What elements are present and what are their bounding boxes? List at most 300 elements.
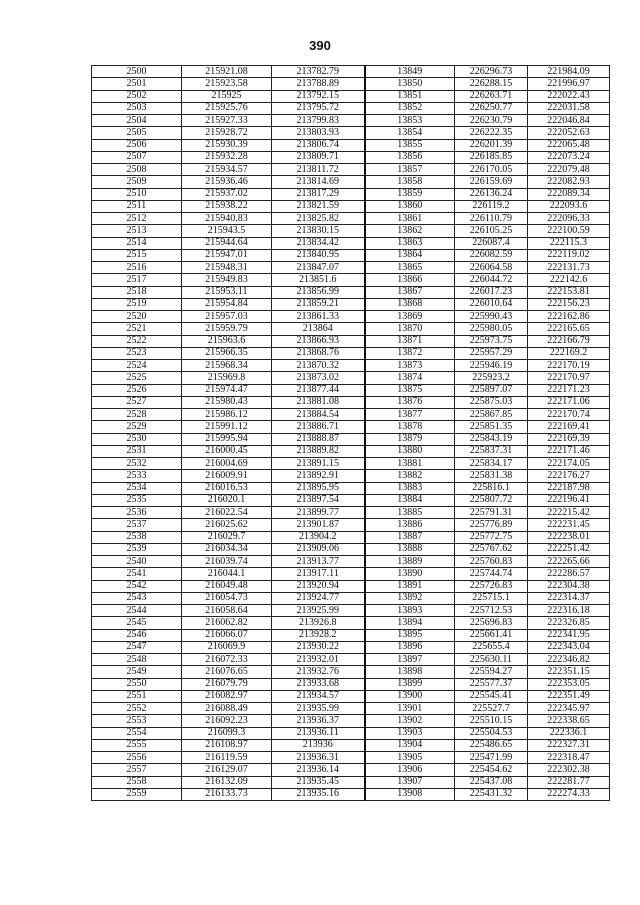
page-number: 390 [309,38,331,53]
table-row [92,470,610,482]
x-coordinate-right: 225504.53 [455,727,528,739]
x-coordinate-left: 216076.65 [182,666,272,678]
y-coordinate-left: 213932.76 [272,666,365,678]
table-row [92,421,610,433]
y-coordinate-right: 222031.58 [528,102,610,114]
y-coordinate-left: 213840.95 [272,249,365,261]
x-coordinate-left: 215921.08 [182,66,272,78]
point-number-left: 2522 [92,335,182,347]
x-coordinate-right: 225831.38 [455,470,528,482]
y-coordinate-left: 213861.33 [272,311,365,323]
y-coordinate-right: 222336.1 [528,727,610,739]
x-coordinate-left: 216129.07 [182,764,272,776]
point-number-right: 13870 [365,323,455,335]
point-number-right: 13903 [365,727,455,739]
coordinates-table [91,65,610,801]
point-number-right: 13873 [365,360,455,372]
y-coordinate-left: 213936.31 [272,752,365,764]
y-coordinate-left: 213817.29 [272,188,365,200]
y-coordinate-right: 222046.84 [528,115,610,127]
y-coordinate-right: 221996.97 [528,78,610,90]
point-number-left: 2534 [92,482,182,494]
table-row [92,115,610,127]
y-coordinate-right: 222073.24 [528,151,610,163]
point-number-right: 13859 [365,188,455,200]
point-number-right: 13882 [365,470,455,482]
point-number-right: 13893 [365,605,455,617]
table-row [92,213,610,225]
point-number-right: 13879 [365,433,455,445]
y-coordinate-left: 213934.57 [272,690,365,702]
point-number-left: 2500 [92,66,182,78]
x-coordinate-left: 215927.33 [182,115,272,127]
x-coordinate-right: 226185.85 [455,151,528,163]
x-coordinate-left: 215943.5 [182,225,272,237]
point-number-right: 13878 [365,421,455,433]
y-coordinate-right: 222281.77 [528,776,610,788]
table-row [92,372,610,384]
x-coordinate-right: 226087.4 [455,237,528,249]
x-coordinate-left: 215949.83 [182,274,272,286]
point-number-right: 13896 [365,641,455,653]
point-number-right: 13886 [365,519,455,531]
point-number-left: 2531 [92,445,182,457]
x-coordinate-left: 215953.11 [182,286,272,298]
point-number-left: 2550 [92,678,182,690]
point-number-right: 13889 [365,556,455,568]
x-coordinate-right: 225454.62 [455,764,528,776]
point-number-right: 13866 [365,274,455,286]
y-coordinate-right: 222089.34 [528,188,610,200]
y-coordinate-right: 222341.95 [528,629,610,641]
y-coordinate-right: 222169.41 [528,421,610,433]
point-number-right: 13863 [365,237,455,249]
y-coordinate-left: 213884.54 [272,409,365,421]
y-coordinate-left: 213935.45 [272,776,365,788]
point-number-left: 2543 [92,592,182,604]
table-row [92,237,610,249]
table-row [92,556,610,568]
table-row [92,433,610,445]
x-coordinate-left: 216062.82 [182,617,272,629]
table-row [92,445,610,457]
table-row [92,164,610,176]
y-coordinate-right: 222176.27 [528,470,610,482]
point-number-right: 13852 [365,102,455,114]
point-number-right: 13881 [365,458,455,470]
x-coordinate-right: 226136.24 [455,188,528,200]
x-coordinate-left: 215959.79 [182,323,272,335]
table-row [92,703,610,715]
y-coordinate-left: 213920.94 [272,580,365,592]
table-row [92,690,610,702]
point-number-left: 2540 [92,556,182,568]
y-coordinate-right: 222166.79 [528,335,610,347]
y-coordinate-right: 222314.37 [528,592,610,604]
x-coordinate-left: 216000.45 [182,445,272,457]
x-coordinate-left: 215936.46 [182,176,272,188]
y-coordinate-left: 213799.83 [272,115,365,127]
x-coordinate-left: 215944.64 [182,237,272,249]
point-number-left: 2515 [92,249,182,261]
point-number-left: 2554 [92,727,182,739]
point-number-left: 2504 [92,115,182,127]
point-number-right: 13904 [365,739,455,751]
x-coordinate-left: 215938.22 [182,200,272,212]
point-number-right: 13864 [365,249,455,261]
x-coordinate-right: 225744.74 [455,568,528,580]
x-coordinate-right: 225661.41 [455,629,528,641]
point-number-right: 13860 [365,200,455,212]
point-number-left: 2545 [92,617,182,629]
y-coordinate-left: 213814.69 [272,176,365,188]
x-coordinate-left: 215948.31 [182,262,272,274]
x-coordinate-right: 226201.39 [455,139,528,151]
y-coordinate-left: 213806.74 [272,139,365,151]
x-coordinate-left: 216119.59 [182,752,272,764]
y-coordinate-right: 222170.97 [528,372,610,384]
y-coordinate-right: 222100.59 [528,225,610,237]
y-coordinate-right: 222079.48 [528,164,610,176]
x-coordinate-left: 216133.73 [182,788,272,800]
x-coordinate-left: 215934.57 [182,164,272,176]
y-coordinate-right: 222353.05 [528,678,610,690]
y-coordinate-right: 222119.02 [528,249,610,261]
y-coordinate-right: 222171.46 [528,445,610,457]
point-number-right: 13858 [365,176,455,188]
y-coordinate-right: 222171.23 [528,384,610,396]
point-number-left: 2538 [92,531,182,543]
point-number-right: 13887 [365,531,455,543]
y-coordinate-right: 222082.93 [528,176,610,188]
y-coordinate-left: 213897.54 [272,494,365,506]
y-coordinate-right: 222153.81 [528,286,610,298]
point-number-right: 13877 [365,409,455,421]
point-number-right: 13861 [365,213,455,225]
x-coordinate-right: 225776.89 [455,519,528,531]
point-number-right: 13897 [365,654,455,666]
y-coordinate-right: 222351.15 [528,666,610,678]
y-coordinate-left: 213834.42 [272,237,365,249]
x-coordinate-left: 216066.07 [182,629,272,641]
y-coordinate-left: 213888.87 [272,433,365,445]
y-coordinate-right: 222215.42 [528,507,610,519]
x-coordinate-right: 226064.58 [455,262,528,274]
table-row [92,605,610,617]
x-coordinate-right: 226044.72 [455,274,528,286]
y-coordinate-right: 222169.39 [528,433,610,445]
x-coordinate-left: 215928.72 [182,127,272,139]
x-coordinate-left: 215957.03 [182,311,272,323]
x-coordinate-left: 216099.3 [182,727,272,739]
point-number-left: 2541 [92,568,182,580]
point-number-right: 13894 [365,617,455,629]
y-coordinate-right: 222326.85 [528,617,610,629]
point-number-left: 2521 [92,323,182,335]
y-coordinate-right: 222265.66 [528,556,610,568]
y-coordinate-right: 222238.01 [528,531,610,543]
point-number-left: 2503 [92,102,182,114]
y-coordinate-right: 222316.18 [528,605,610,617]
x-coordinate-left: 216092.23 [182,715,272,727]
y-coordinate-right: 222251.42 [528,543,610,555]
y-coordinate-left: 213895.95 [272,482,365,494]
point-number-left: 2532 [92,458,182,470]
y-coordinate-left: 213917.11 [272,568,365,580]
y-coordinate-left: 213788.89 [272,78,365,90]
point-number-right: 13895 [365,629,455,641]
x-coordinate-right: 225726.83 [455,580,528,592]
table-row [92,188,610,200]
point-number-right: 13905 [365,752,455,764]
y-coordinate-left: 213830.15 [272,225,365,237]
table-row [92,531,610,543]
point-number-left: 2526 [92,384,182,396]
x-coordinate-right: 226250.77 [455,102,528,114]
point-number-right: 13890 [365,568,455,580]
x-coordinate-right: 226263.71 [455,90,528,102]
y-coordinate-left: 213825.82 [272,213,365,225]
x-coordinate-left: 215925 [182,90,272,102]
point-number-left: 2525 [92,372,182,384]
point-number-left: 2506 [92,139,182,151]
y-coordinate-left: 213821.59 [272,200,365,212]
point-number-left: 2529 [92,421,182,433]
x-coordinate-left: 216108.97 [182,739,272,751]
table-row [92,739,610,751]
y-coordinate-left: 213901.87 [272,519,365,531]
table-row [92,384,610,396]
x-coordinate-left: 215925.76 [182,102,272,114]
table-row [92,764,610,776]
point-number-left: 2555 [92,739,182,751]
x-coordinate-right: 225715.1 [455,592,528,604]
point-number-left: 2513 [92,225,182,237]
x-coordinate-left: 215995.94 [182,433,272,445]
y-coordinate-right: 222096.33 [528,213,610,225]
x-coordinate-right: 225990.43 [455,311,528,323]
point-number-left: 2535 [92,494,182,506]
table-row [92,788,610,800]
point-number-left: 2530 [92,433,182,445]
x-coordinate-right: 225867.85 [455,409,528,421]
point-number-left: 2508 [92,164,182,176]
point-number-left: 2505 [92,127,182,139]
table-row [92,776,610,788]
table-row [92,543,610,555]
x-coordinate-right: 225594.27 [455,666,528,678]
y-coordinate-left: 213904.2 [272,531,365,543]
x-coordinate-left: 215986.12 [182,409,272,421]
point-number-right: 13892 [365,592,455,604]
x-coordinate-right: 225486.65 [455,739,528,751]
y-coordinate-right: 222338.65 [528,715,610,727]
x-coordinate-left: 216044.1 [182,568,272,580]
x-coordinate-left: 215969.8 [182,372,272,384]
point-number-left: 2511 [92,200,182,212]
point-number-left: 2536 [92,507,182,519]
x-coordinate-left: 216004.69 [182,458,272,470]
y-coordinate-right: 222142.6 [528,274,610,286]
x-coordinate-right: 226017.23 [455,286,528,298]
y-coordinate-right: 222169.2 [528,347,610,359]
y-coordinate-right: 222274.33 [528,788,610,800]
y-coordinate-left: 213892.91 [272,470,365,482]
x-coordinate-left: 216079.79 [182,678,272,690]
y-coordinate-right: 222052.63 [528,127,610,139]
point-number-right: 13867 [365,286,455,298]
y-coordinate-right: 222170.19 [528,360,610,372]
y-coordinate-right: 222196.41 [528,494,610,506]
point-number-left: 2542 [92,580,182,592]
table-row [92,286,610,298]
x-coordinate-left: 216082.97 [182,690,272,702]
x-coordinate-left: 215974.47 [182,384,272,396]
table-row [92,678,610,690]
x-coordinate-left: 216132.09 [182,776,272,788]
point-number-left: 2519 [92,298,182,310]
point-number-left: 2552 [92,703,182,715]
x-coordinate-right: 225655.4 [455,641,528,653]
x-coordinate-right: 226105.25 [455,225,528,237]
point-number-left: 2551 [92,690,182,702]
y-coordinate-left: 213936 [272,739,365,751]
point-number-right: 13869 [365,311,455,323]
x-coordinate-right: 225923.2 [455,372,528,384]
table-row [92,580,610,592]
x-coordinate-right: 225946.19 [455,360,528,372]
point-number-left: 2548 [92,654,182,666]
point-number-right: 13901 [365,703,455,715]
y-coordinate-right: 222115.3 [528,237,610,249]
y-coordinate-right: 222165.65 [528,323,610,335]
y-coordinate-right: 222318.47 [528,752,610,764]
x-coordinate-right: 225527.7 [455,703,528,715]
point-number-left: 2549 [92,666,182,678]
point-number-left: 2516 [92,262,182,274]
x-coordinate-left: 216029.7 [182,531,272,543]
point-number-left: 2514 [92,237,182,249]
x-coordinate-right: 226170.05 [455,164,528,176]
point-number-left: 2553 [92,715,182,727]
x-coordinate-right: 225437.08 [455,776,528,788]
y-coordinate-right: 222351.49 [528,690,610,702]
point-number-left: 2546 [92,629,182,641]
point-number-left: 2509 [92,176,182,188]
table-row [92,507,610,519]
point-number-right: 13898 [365,666,455,678]
x-coordinate-left: 215968.34 [182,360,272,372]
table-row [92,311,610,323]
x-coordinate-right: 225510.15 [455,715,528,727]
y-coordinate-left: 213891.15 [272,458,365,470]
y-coordinate-right: 222302.38 [528,764,610,776]
point-number-right: 13876 [365,396,455,408]
y-coordinate-left: 213899.77 [272,507,365,519]
y-coordinate-right: 222170.74 [528,409,610,421]
y-coordinate-right: 222345.97 [528,703,610,715]
table-row [92,396,610,408]
table-row [92,335,610,347]
x-coordinate-right: 225843.19 [455,433,528,445]
point-number-right: 13900 [365,690,455,702]
table-row [92,127,610,139]
table-row [92,715,610,727]
point-number-right: 13907 [365,776,455,788]
point-number-right: 13902 [365,715,455,727]
point-number-left: 2539 [92,543,182,555]
table-row [92,752,610,764]
x-coordinate-left: 215923.58 [182,78,272,90]
table-row [92,249,610,261]
y-coordinate-right: 222156.23 [528,298,610,310]
x-coordinate-left: 215966.35 [182,347,272,359]
point-number-right: 13906 [365,764,455,776]
x-coordinate-right: 225834.17 [455,458,528,470]
table-row [92,225,610,237]
x-coordinate-right: 225973.75 [455,335,528,347]
point-number-left: 2544 [92,605,182,617]
x-coordinate-right: 225807.72 [455,494,528,506]
point-number-right: 13880 [365,445,455,457]
point-number-left: 2533 [92,470,182,482]
y-coordinate-right: 222343.04 [528,641,610,653]
x-coordinate-left: 216039.74 [182,556,272,568]
y-coordinate-left: 213924.77 [272,592,365,604]
point-number-right: 13872 [365,347,455,359]
table-row [92,666,610,678]
x-coordinate-right: 225791.31 [455,507,528,519]
x-coordinate-left: 215954.84 [182,298,272,310]
x-coordinate-left: 215991.12 [182,421,272,433]
x-coordinate-left: 216069.9 [182,641,272,653]
x-coordinate-left: 215980.43 [182,396,272,408]
table-row [92,78,610,90]
y-coordinate-left: 213935.99 [272,703,365,715]
x-coordinate-right: 225897.07 [455,384,528,396]
y-coordinate-left: 213930.22 [272,641,365,653]
y-coordinate-right: 222231.45 [528,519,610,531]
table-row [92,654,610,666]
table-row [92,66,610,78]
y-coordinate-left: 213792.15 [272,90,365,102]
y-coordinate-left: 213935.16 [272,788,365,800]
point-number-left: 2556 [92,752,182,764]
point-number-right: 13855 [365,139,455,151]
point-number-right: 13885 [365,507,455,519]
y-coordinate-left: 213782.79 [272,66,365,78]
point-number-left: 2518 [92,286,182,298]
y-coordinate-left: 213866.93 [272,335,365,347]
table-row [92,568,610,580]
coordinates-table-body [92,66,610,801]
x-coordinate-left: 215932.28 [182,151,272,163]
y-coordinate-right: 222327.31 [528,739,610,751]
y-coordinate-left: 213856.99 [272,286,365,298]
y-coordinate-left: 213913.77 [272,556,365,568]
y-coordinate-left: 213877.44 [272,384,365,396]
x-coordinate-right: 225851.35 [455,421,528,433]
point-number-left: 2510 [92,188,182,200]
x-coordinate-right: 225837.31 [455,445,528,457]
point-number-left: 2527 [92,396,182,408]
point-number-right: 13874 [365,372,455,384]
x-coordinate-right: 226222.35 [455,127,528,139]
x-coordinate-right: 225696.83 [455,617,528,629]
y-coordinate-left: 213886.71 [272,421,365,433]
table-row [92,347,610,359]
y-coordinate-right: 222304.38 [528,580,610,592]
